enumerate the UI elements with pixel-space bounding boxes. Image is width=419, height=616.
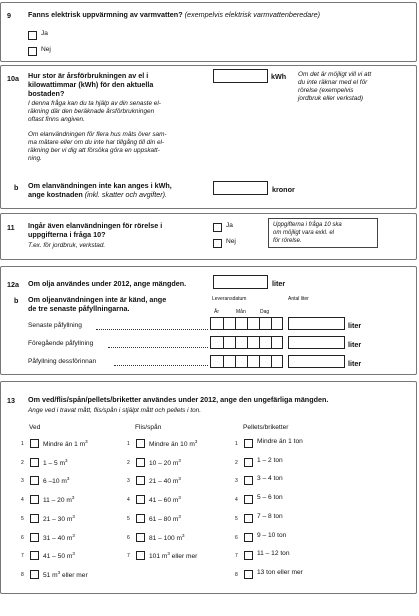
unit-label: kWh: [271, 72, 287, 81]
question-10-section: [0, 65, 417, 209]
option-code: 7: [127, 553, 130, 560]
q13-option-checkbox[interactable]: [244, 570, 253, 579]
column-heading: Ved: [29, 424, 41, 431]
question-number: b: [14, 296, 19, 305]
option-code: 1: [127, 441, 130, 447]
option-label: Nej: [41, 46, 51, 53]
option-code: 7: [235, 553, 238, 560]
option-code: 2: [21, 459, 24, 466]
unit-label: liter: [348, 340, 362, 349]
help-text: Ange ved i travat mått, flis/spån i stjälpt mått och pellets i ton.: [28, 407, 201, 414]
question-number: 10a: [7, 74, 19, 83]
q13-option-checkbox[interactable]: [136, 439, 145, 448]
option-label: 9 – 10 ton: [257, 531, 287, 539]
question-number: 11: [7, 223, 15, 232]
unit-label: liter: [348, 321, 362, 330]
option-code: 1: [21, 441, 24, 447]
option-label: 1 – 5 $m^3$: [43, 457, 68, 467]
option-code: 3: [127, 478, 130, 485]
q9-nej-checkbox[interactable]: [28, 47, 37, 56]
column-heading: Flis/spån: [135, 424, 162, 431]
column-heading: Pellets/briketter: [243, 424, 289, 431]
question-12-section: [0, 266, 417, 375]
option-code: 5: [235, 515, 238, 522]
question-number: 9: [7, 11, 11, 20]
date-part-label: Dag: [260, 309, 270, 315]
option-code: 5: [21, 515, 24, 522]
q11-nej-checkbox[interactable]: [213, 239, 222, 248]
q13-option-checkbox[interactable]: [244, 458, 253, 467]
question-text: Hur stor är årsförbrukningen av el i kilowattimmar (kWh) för den aktuella bostaden?: [28, 71, 154, 98]
q13-option-checkbox[interactable]: [136, 458, 145, 467]
electricity-kwh-input[interactable]: [213, 69, 268, 83]
option-label: Ja: [226, 222, 233, 229]
option-label: 41 – 50 $m^3$: [43, 551, 75, 561]
option-label: 10 – 20 $m^3$: [149, 457, 181, 467]
row-label: Senaste påfyllning: [28, 322, 82, 329]
leader-dots: [96, 329, 208, 330]
option-label: 51 $m^3$ eller mer: [43, 569, 88, 580]
option-code: 7: [21, 553, 24, 560]
question-text: Fanns elektrisk uppvärmning av varmvatten? (exempelvis elektrisk varmvattenberedare): [28, 10, 321, 19]
help-text: T.ex. för jordbruk, verkstad.: [28, 242, 106, 249]
question-11-section: [0, 213, 417, 260]
option-code: 6: [235, 534, 238, 541]
question-number: 12a: [7, 280, 19, 289]
option-label: 5 – 6 ton: [257, 494, 283, 502]
leader-dots: [108, 347, 208, 348]
note-text: Om det är möjligt vill vi att du inte räknar med el för rörelse (exempelvis jordbruk eller verkstad): [298, 71, 372, 102]
question-9-section: [0, 2, 417, 62]
q13-option-checkbox[interactable]: [244, 551, 253, 560]
unit-label: kronor: [272, 185, 295, 194]
option-code: 2: [127, 459, 130, 466]
q13-option-checkbox[interactable]: [30, 476, 39, 485]
option-label: 13 ton eller mer: [257, 568, 303, 576]
fill-3-liter-input[interactable]: [288, 355, 345, 368]
question-text: Ingår även elanvändningen för rörelse i uppgifterna i fråga 10?: [28, 221, 163, 239]
question-number: 13: [7, 396, 15, 405]
date-part-label: Mån: [236, 309, 246, 315]
option-label: 81 – 100 $m^3$: [149, 532, 185, 542]
help-text: Om elanvändningen för flera hus mäts över sam- ma mätare eller om du inte har tillgång till din el- räkning ber vi dig att försöka göra en uppskatt- ning.: [28, 131, 167, 162]
option-label: 7 – 8 ton: [257, 512, 283, 520]
option-code: 8: [235, 571, 238, 578]
option-code: 4: [127, 497, 130, 504]
electricity-cost-input[interactable]: [213, 181, 268, 195]
unit-label: liter: [272, 279, 286, 288]
q13-option-checkbox[interactable]: [136, 495, 145, 504]
q9-ja-checkbox[interactable]: [28, 31, 37, 40]
column-header: Antal liter: [288, 296, 309, 302]
option-label: 21 – 30 $m^3$: [43, 513, 75, 523]
option-label: 1 – 2 ton: [257, 456, 283, 464]
option-label: Nej: [226, 238, 236, 245]
option-label: Mindre än 10 $m^3$: [149, 439, 198, 449]
q13-option-checkbox[interactable]: [244, 439, 253, 448]
option-label: 11 – 20 $m^3$: [43, 495, 75, 505]
q13-option-checkbox[interactable]: [30, 495, 39, 504]
fill-2-liter-input[interactable]: [288, 336, 345, 349]
q13-option-checkbox[interactable]: [244, 533, 253, 542]
option-label: 41 – 60 $m^3$: [149, 495, 181, 505]
row-label: Föregående påfyllning: [28, 340, 94, 347]
q13-option-checkbox[interactable]: [136, 533, 145, 542]
q13-option-checkbox[interactable]: [244, 514, 253, 523]
question-number: b: [14, 183, 19, 192]
option-label: 31 – 40 $m^3$: [43, 532, 75, 542]
option-label: 3 – 4 ton: [257, 475, 283, 483]
unit-label: liter: [348, 359, 362, 368]
option-label: 61 – 80 $m^3$: [149, 513, 181, 523]
option-code: 2: [235, 459, 238, 466]
q13-option-checkbox[interactable]: [30, 514, 39, 523]
option-code: 3: [235, 478, 238, 485]
option-label: 21 – 40 $m^3$: [149, 476, 181, 486]
leader-dots: [114, 365, 208, 366]
question-text: Om olja användes under 2012, ange mängden.: [28, 279, 187, 288]
q13-option-checkbox[interactable]: [136, 476, 145, 485]
option-code: 5: [127, 515, 130, 522]
q13-option-checkbox[interactable]: [136, 551, 145, 560]
option-label: 11 – 12 ton: [257, 550, 290, 558]
option-code: 3: [21, 478, 24, 485]
question-13-section: [0, 381, 417, 594]
q13-option-checkbox[interactable]: [244, 495, 253, 504]
option-label: Mindre än 1 ton: [257, 438, 303, 445]
question-text: Om ved/flis/spån/pellets/briketter användes under 2012, ange den ungefärliga mängden.: [28, 395, 329, 404]
option-label: Mindre än 1 $m^3$: [43, 439, 88, 449]
q11-ja-checkbox[interactable]: [213, 223, 222, 232]
option-code: 1: [235, 441, 238, 447]
column-header: Leveransdatum: [212, 296, 247, 302]
option-code: 4: [235, 497, 238, 504]
row-label: Påfyllning dessförinnan: [28, 358, 97, 365]
q13-option-checkbox[interactable]: [30, 439, 39, 448]
q13-option-checkbox[interactable]: [30, 551, 39, 560]
fill-2-date-input[interactable]: [210, 336, 283, 349]
option-label: 6 –10 $m^3$: [43, 476, 70, 486]
q13-option-checkbox[interactable]: [30, 533, 39, 542]
help-text: I denna fråga kan du ta hjälp av din senaste el- räkning där den beräknade årsförbrukningen oftast finns angiven.: [28, 100, 161, 123]
date-part-label: År: [214, 309, 219, 315]
q13-option-checkbox[interactable]: [30, 458, 39, 467]
oil-liter-input[interactable]: [213, 275, 268, 289]
option-label: Ja: [41, 30, 48, 37]
q13-option-checkbox[interactable]: [136, 514, 145, 523]
question-text: Om oljeanvändningen inte är känd, ange de tre senaste påfyllningarna.: [28, 295, 167, 313]
option-label: 101 $m^3$ eller mer: [149, 551, 198, 561]
note-box: Uppgifterna i fråga 10 ska om möjligt vara exkl. el för rörelse.: [268, 218, 378, 248]
option-code: 4: [21, 497, 24, 504]
fill-3-date-input[interactable]: [210, 355, 283, 368]
option-code: 6: [127, 534, 130, 541]
fill-1-liter-input[interactable]: [288, 317, 345, 330]
fill-1-date-input[interactable]: [210, 317, 283, 330]
option-code: 6: [21, 534, 24, 541]
option-code: 8: [21, 571, 24, 578]
question-text: Om elanvändningen inte kan anges i kWh, ange kostnaden (inkl. skatter och avgifter).: [28, 181, 172, 199]
q13-option-checkbox[interactable]: [244, 476, 253, 485]
q13-option-checkbox[interactable]: [30, 570, 39, 579]
